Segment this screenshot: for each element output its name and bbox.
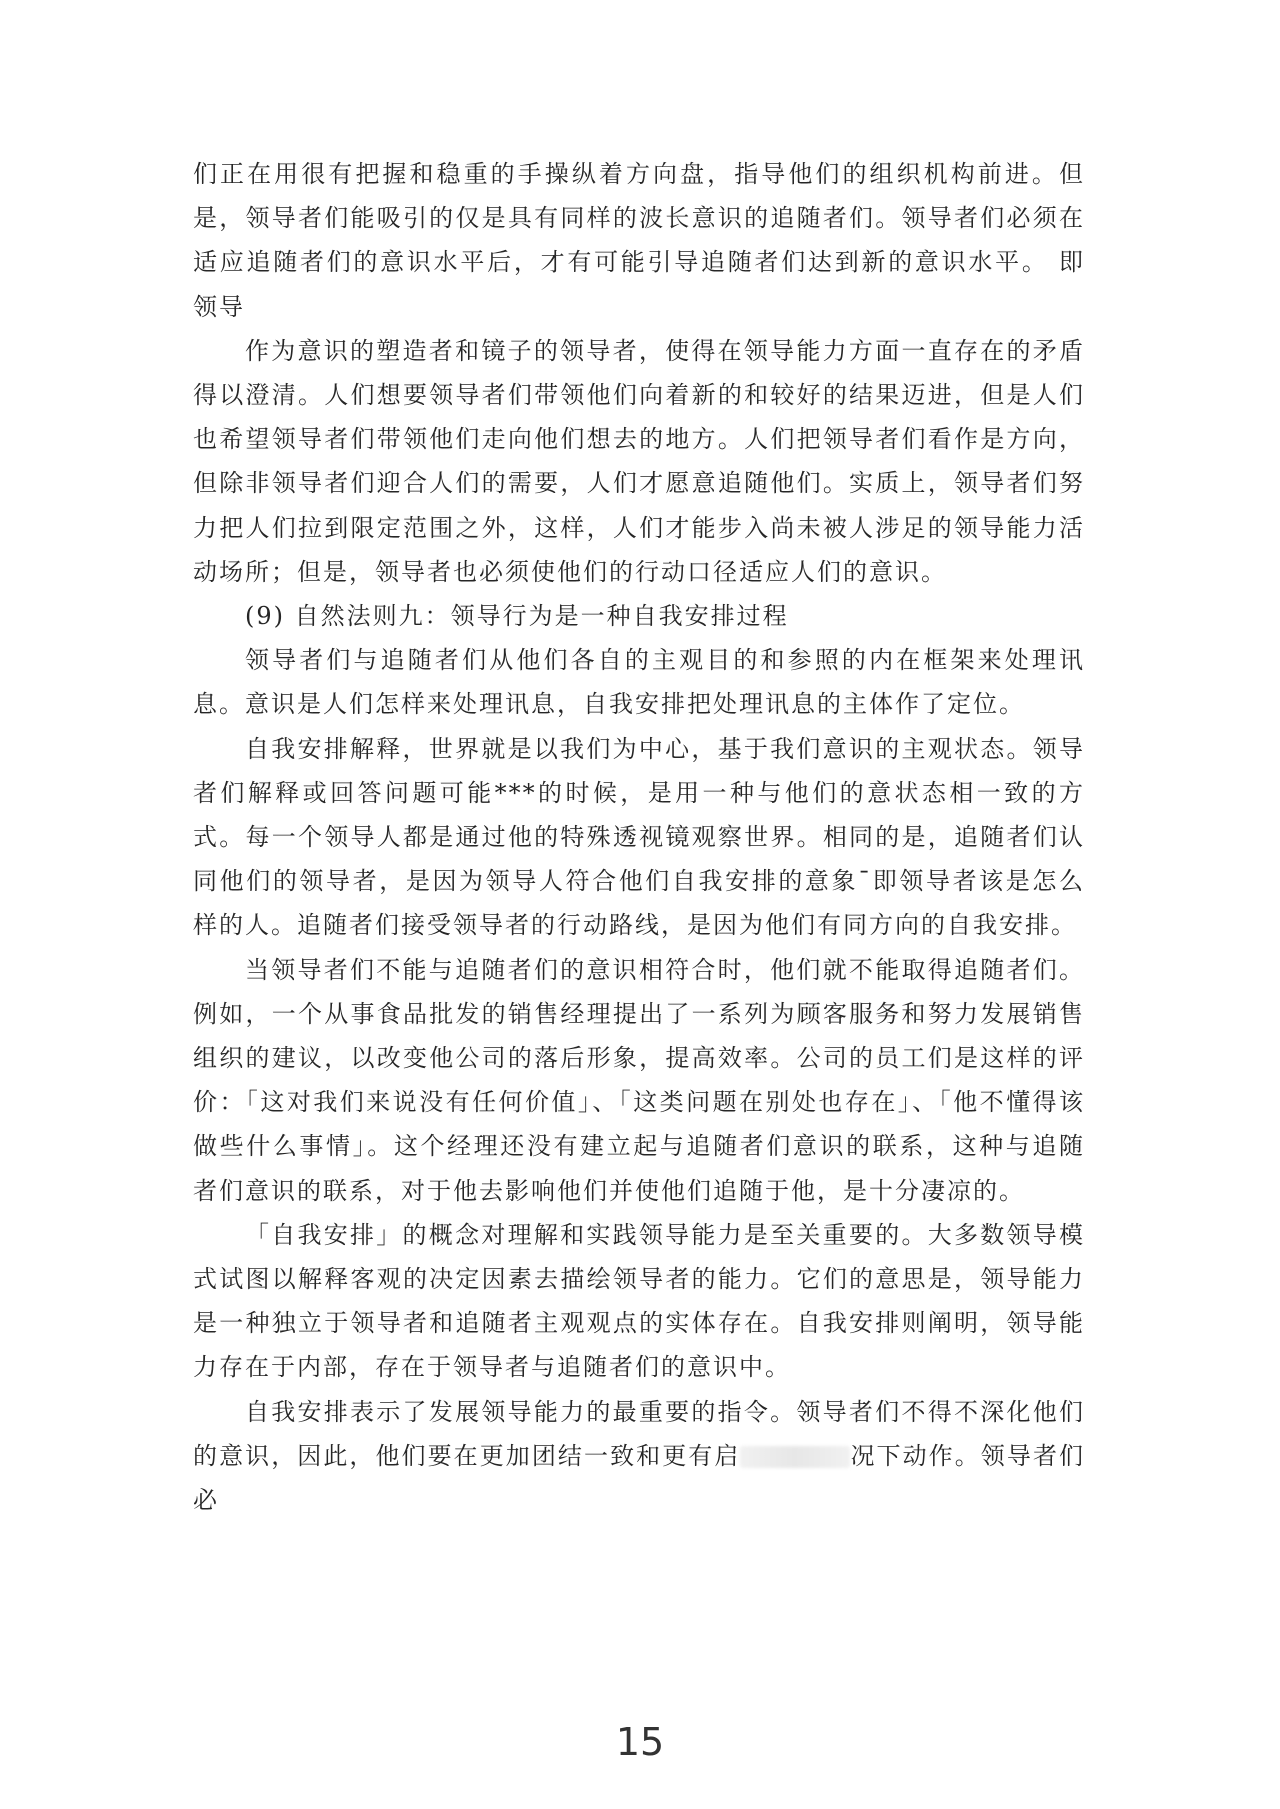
paragraph-3: 领导者们与追随者们从他们各自的主观目的和参照的内在框架来处理讯息。意识是人们怎样来处理讯息，自我安排把处理讯息的主体作了定位。	[193, 646, 1085, 719]
text-body	[193, 152, 1085, 1522]
paragraph-4: 自我安排解释，世界就是以我们为中心，基于我们意识的主观状态。领导者们解释或回答问题可能***的时候，是用一种与他们的意状态相一致的方式。每一个领导人都是通过他的特殊透视镜观察世界。相同的是，追随者们认同他们的领导者，是因为领导人符合他们自我安排的意象ˉ即领导者该是怎么样的人。追随者们接受领导者的行动路线，是因为他们有同方向的自我安排。	[193, 734, 1085, 940]
paragraph-2: 作为意识的塑造者和镜子的领导者，使得在领导能力方面一直存在的矛盾得以澄清。人们想要领导者们带领他们向着新的和较好的结果迈进，但是人们也希望领导者们带领他们走向他们想去的地方。人们把领导者们看作是方向，但除非领导者们迎合人们的需要，人们才愿意追随他们。实质上，领导者们努力把人们拉到限定范围之外，这样，人们才能步入尚未被人涉足的领导能力活动场所；但是，领导者也必须使他们的行动口径适应人们的意识。	[193, 336, 1085, 586]
paragraph-7-before: 自我安排表示了发展领导能力的最重要的指令。领导者们不得不深化他们的意识，因此，他们要在更加团结一致和更有启	[193, 1397, 1085, 1470]
blurred-text-region	[740, 1446, 850, 1468]
paragraph-5: 当领导者们不能与追随者们的意识相符合时，他们就不能取得追随者们。例如，一个从事食品批发的销售经理提出了一系列为顾客服务和努力发展销售组织的建议，以改变他公司的落后形象，提高效率。公司的员工们是这样的评价：「这对我们来说没有任何价值」、「这类问题在别处也存在」、「他不懂得该做些什么事情」。这个经理还没有建立起与追随者们意识的联系，这种与追随者们意识的联系，对于他去影响他们并使他们追随于他，是十分凄凉的。	[193, 955, 1085, 1205]
paragraph-6: 「自我安排」的概念对理解和实践领导能力是至关重要的。大多数领导模式试图以解释客观的决定因素去描绘领导者的能力。它们的意思是，领导能力是一种独立于领导者和追随者主观观点的实体存在。自我安排则阐明，领导能力存在于内部，存在于领导者与追随者们的意识中。	[193, 1220, 1085, 1382]
paragraph-7-after: 况下动作。领导者们必	[193, 1441, 1086, 1515]
section-heading-law-nine: (9) 自然法则九：领导行为是一种自我安排过程	[245, 602, 789, 631]
paragraph-7	[193, 1390, 1085, 1523]
page-number: 15	[615, 1720, 665, 1764]
paragraph-1: 们正在用很有把握和稳重的手操纵着方向盘，指导他们的组织机构前进。但是，领导者们能吸引的仅是具有同样的波长意识的追随者们。领导者们必须在适应追随者们的意识水平后，才有可能引导追随者们达到新的意识水平。 即领导	[193, 160, 1085, 321]
